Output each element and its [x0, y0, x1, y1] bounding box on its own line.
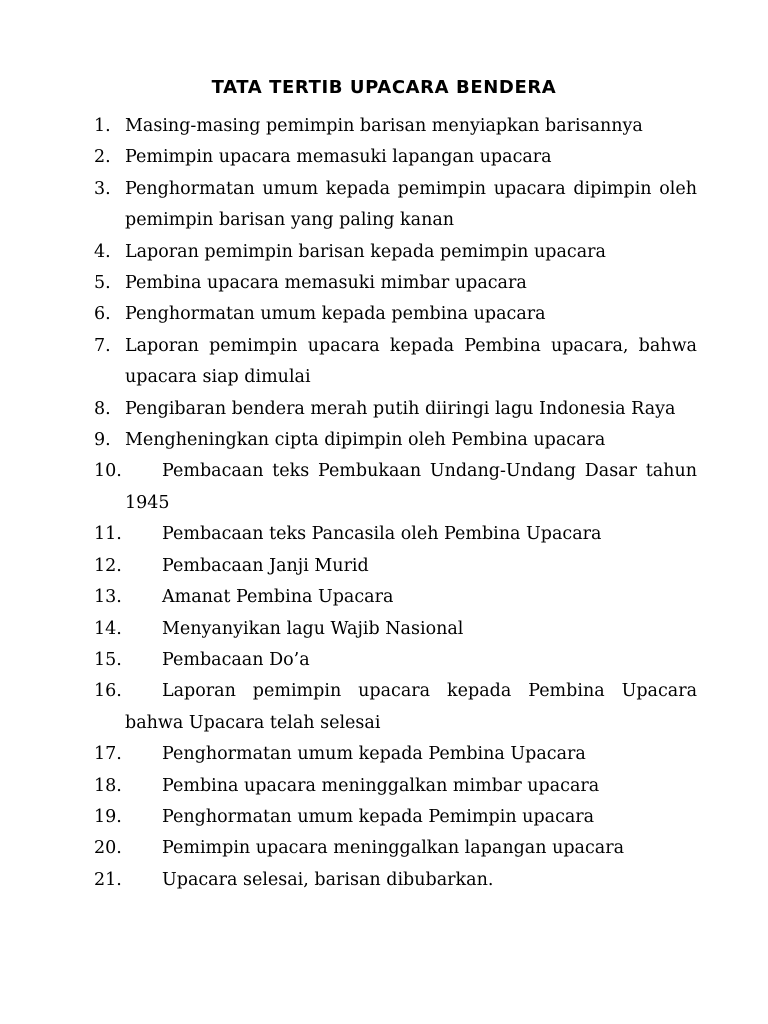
item-number: 4.: [94, 241, 111, 262]
list-item: [94, 111, 697, 142]
item-text: Pembina upacara meninggalkan mimbar upacara: [162, 775, 600, 796]
item-text: Menyanyikan lagu Wajib Nasional: [162, 618, 464, 639]
item-text: Pembacaan Janji Murid: [162, 555, 369, 576]
item-text: Pembacaan Do’a: [162, 649, 310, 670]
item-text: Penghormatan umum kepada pembina upacara: [125, 304, 546, 325]
item-number: 9.: [94, 430, 111, 451]
item-number: 5.: [94, 273, 111, 294]
item-number: 6.: [94, 304, 111, 325]
item-text: Laporan pemimpin barisan kepada pemimpin upacara: [125, 241, 606, 262]
list-item: [94, 551, 697, 582]
item-text: Penghormatan umum kepada pemimpin upacara dipimpin oleh pemimpin barisan yang paling kanan: [125, 178, 697, 231]
item-number: 3.: [94, 178, 111, 199]
item-text: Pembacaan teks Pancasila oleh Pembina Upacara: [162, 524, 602, 545]
list-item: [94, 174, 697, 237]
list-item: [94, 268, 697, 299]
item-number: 21.: [94, 869, 122, 890]
item-text: Pengibaran bendera merah putih diiringi lagu Indonesia Raya: [125, 398, 676, 419]
list-item: [94, 425, 697, 456]
item-number: 1.: [94, 116, 111, 136]
list-item: [94, 142, 697, 173]
item-text: Pembina upacara memasuki mimbar upacara: [125, 273, 527, 294]
item-text: Pemimpin upacara memasuki lapangan upacara: [125, 147, 552, 168]
list-item: [94, 519, 697, 550]
list-item: [94, 676, 697, 739]
item-number: 8.: [94, 398, 111, 419]
item-number: 16.: [94, 681, 122, 702]
list-item: [94, 331, 697, 394]
list-item: [94, 739, 697, 770]
item-number: 15.: [94, 649, 122, 670]
list-item: [94, 645, 697, 676]
item-text: Amanat Pembina Upacara: [162, 587, 394, 608]
list-item: [94, 614, 697, 645]
item-number: 7.: [94, 335, 111, 356]
item-number: 11.: [94, 524, 122, 545]
item-text: Laporan pemimpin upacara kepada Pembina Upacara bahwa Upacara telah selesai: [125, 681, 697, 733]
item-number: 20.: [94, 838, 122, 859]
list-item: [94, 802, 697, 833]
item-text: Penghormatan umum kepada Pembina Upacara: [162, 744, 586, 765]
item-text: Laporan pemimpin upacara kepada Pembina upacara, bahwa upacara siap dimulai: [125, 335, 697, 388]
item-number: 14.: [94, 618, 122, 639]
item-number: 18.: [94, 775, 122, 796]
list-item: [94, 299, 697, 330]
list-item: [94, 833, 697, 864]
list-item: [94, 582, 697, 613]
item-number: 19.: [94, 806, 122, 827]
item-text: Pemimpin upacara meninggalkan lapangan upacara: [162, 838, 625, 859]
list-item: [94, 394, 697, 425]
item-number: 10.: [94, 461, 122, 482]
list-item: [94, 237, 697, 268]
item-number: 12.: [94, 555, 122, 576]
item-text: Mengheningkan cipta dipimpin oleh Pembina upacara: [125, 430, 606, 451]
item-text: Pembacaan teks Pembukaan Undang-Undang Dasar tahun 1945: [125, 461, 697, 513]
list-item: [94, 456, 697, 519]
page-title: TATA TERTIB UPACARA BENDERA: [211, 77, 557, 98]
item-text: Penghormatan umum kepada Pemimpin upacara: [162, 806, 595, 827]
procedure-list: [94, 111, 697, 896]
list-item: [94, 771, 697, 802]
list-item: [94, 865, 697, 896]
item-number: 17.: [94, 744, 122, 765]
item-number: 2.: [94, 147, 111, 168]
item-text: Masing-masing pemimpin barisan menyiapkan barisannya: [125, 116, 643, 136]
item-number: 13.: [94, 587, 122, 608]
item-text: Upacara selesai, barisan dibubarkan.: [162, 869, 494, 890]
